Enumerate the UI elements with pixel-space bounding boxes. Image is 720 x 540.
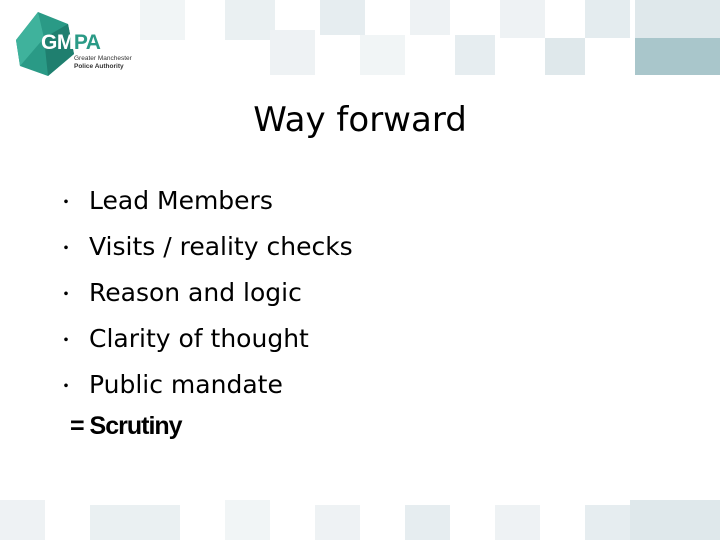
gmpa-logo xyxy=(8,10,148,78)
bullet-dot: ・ xyxy=(56,236,76,260)
list-item xyxy=(56,364,353,410)
bottom-tile-1 xyxy=(0,500,45,540)
top-tile-12 xyxy=(635,38,720,75)
top-tile-9 xyxy=(545,38,585,75)
bullet-text: Visits / reality checks xyxy=(89,232,353,261)
logo-subtitle-line-1: Greater Manchester xyxy=(74,55,132,62)
conclusion-text: = Scrutiny xyxy=(70,412,182,440)
top-tile-8 xyxy=(500,0,545,38)
top-tile-10 xyxy=(585,0,630,38)
top-tile-7 xyxy=(455,35,495,75)
bottom-tile-5 xyxy=(405,505,450,540)
logo-subtitle xyxy=(74,55,132,71)
bullet-dot: ・ xyxy=(56,282,76,306)
top-tile-2 xyxy=(225,0,275,40)
bottom-tile-8 xyxy=(630,500,720,540)
bottom-tile-6 xyxy=(495,505,540,540)
bottom-tile-7 xyxy=(585,505,630,540)
bullet-list xyxy=(56,180,353,410)
bullet-text: Reason and logic xyxy=(89,278,302,307)
bullet-dot: ・ xyxy=(56,374,76,398)
list-item xyxy=(56,272,353,318)
list-item xyxy=(56,318,353,364)
bottom-tile-2 xyxy=(90,505,180,540)
bullet-text: Lead Members xyxy=(89,186,273,215)
list-item xyxy=(56,180,353,226)
bottom-tile-4 xyxy=(315,505,360,540)
logo-acronym: GMPA xyxy=(41,31,101,54)
bullet-text: Clarity of thought xyxy=(89,324,309,353)
top-tile-3 xyxy=(270,30,315,75)
top-tile-4 xyxy=(320,0,365,35)
bullet-dot: ・ xyxy=(56,190,76,214)
bullet-dot: ・ xyxy=(56,328,76,352)
bullet-text: Public mandate xyxy=(89,370,283,399)
top-tile-11 xyxy=(635,0,720,38)
slide-title: Way forward xyxy=(253,100,467,140)
logo-subtitle-line-2: Police Authority xyxy=(74,63,124,70)
top-tile-6 xyxy=(410,0,450,35)
bottom-tile-3 xyxy=(225,500,270,540)
top-tile-5 xyxy=(360,35,405,75)
list-item xyxy=(56,226,353,272)
